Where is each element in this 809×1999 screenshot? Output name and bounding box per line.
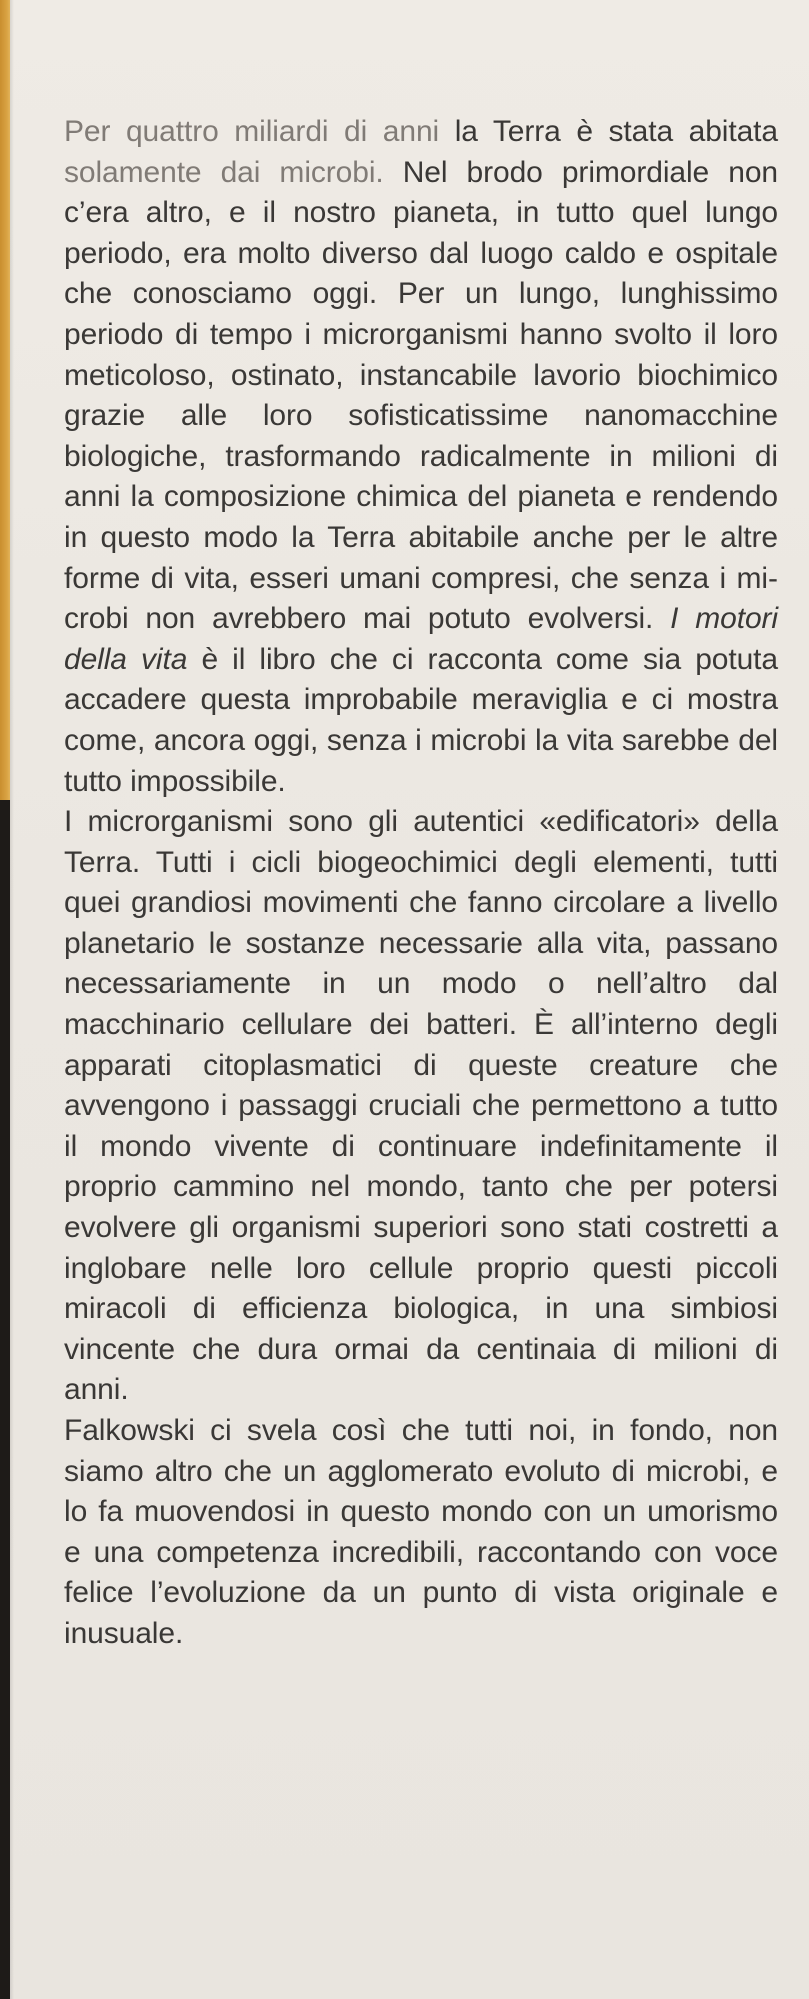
- blurb-text-block: [64, 112, 778, 1655]
- spine-edge-gold: [0, 0, 10, 800]
- faded-text-2: solamente dai microbi.: [64, 155, 384, 189]
- book-title: I motori della vita: [64, 602, 778, 676]
- blurb-paragraph-1: [64, 112, 778, 802]
- spine-edge-black: [0, 800, 10, 1999]
- paragraph-1-segment-1: la Terra è stata abitata: [439, 115, 778, 148]
- paragraph-1-segment-3: è il libro che ci racconta come sia potuta accadere questa improbabile meraviglia e ci mostra come, ancora oggi, senza i microbi la vita sarebbe del tutto impossibile.: [64, 642, 779, 798]
- spine-edge-shadow: [10, 0, 14, 1999]
- faded-text-1: Per quattro miliardi di anni: [64, 115, 440, 148]
- blurb-paragraph-2: I microrganismi sono gli autentici «edificatori» della Terra. Tutti i cicli biogeochimici degli elementi, tutti quei grandiosi movimenti che fanno circolare a livello planetario le sostanze necessarie alla vita, passano necessariamente in un modo o nell’altro dal macchinario cellulare dei batteri. È all’interno degli apparati citoplasmatici di queste creature che avvengono i passaggi cruciali che permettono a tutto il mondo vivente di continuare indefinitamente il proprio cammino nel mondo, tanto che per potersi evolvere gli organismi superiori sono stati costretti a inglobare nelle loro cellule proprio questi piccoli miracoli di efficienza biologica, in una simbiosi vincente che dura ormai da centinaia di milioni di anni.: [64, 805, 778, 1407]
- paragraph-1-segment-2: Nel brodo primordiale non c’era altro, e il nostro pianeta, in tutto quel lungo periodo, era molto diverso dal luogo caldo e ospitale che conosciamo oggi. Per un lungo, lunghissimo periodo di tempo i microrganismi hanno svolto il loro meticoloso, ostinato, instancabile lavorio biochimico grazie alle loro sofisticatissime nanomacchine biologiche, trasformando radicalmente in milioni di anni la composizione chimica del pianeta e rendendo in questo modo la Terra abitabile anche per le altre forme di vita, esseri umani compresi, che senza i microbi non avrebbero mai potuto evolversi.: [64, 155, 778, 636]
- blurb-paragraph-3: Falkowski ci svela così che tutti noi, in fondo, non siamo altro che un agglomerato evoluto di microbi, e lo fa muovendosi in questo mondo con un umorismo e una competenza incredibili, raccontando con voce felice l’evoluzione da un punto di vista originale e inusuale.: [64, 1414, 778, 1650]
